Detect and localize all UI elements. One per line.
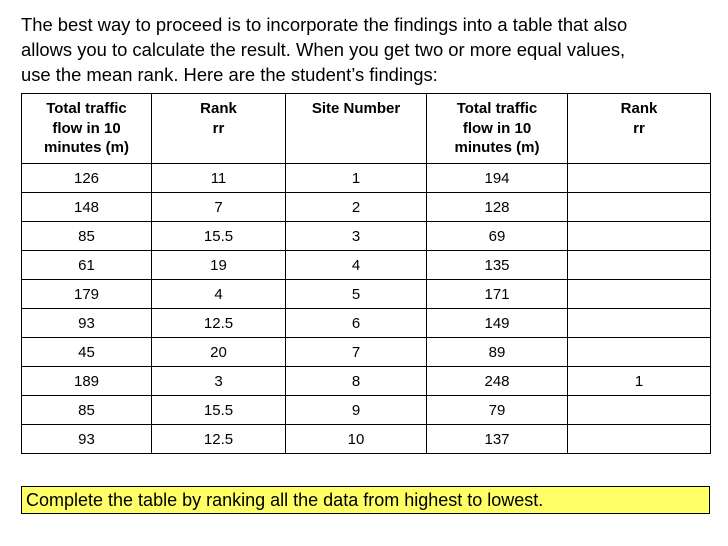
cell-rank-b [568, 425, 711, 454]
cell-traffic-b: 149 [427, 309, 568, 338]
cell-traffic-a: 93 [22, 309, 152, 338]
table-row [22, 367, 711, 396]
header-rank-a: Rank rr [152, 94, 286, 164]
cell-site: 8 [286, 367, 427, 396]
cell-traffic-b: 248 [427, 367, 568, 396]
intro-line-1: The best way to proceed is to incorporate the findings into a table that also [21, 14, 628, 35]
cell-traffic-a: 85 [22, 396, 152, 425]
cell-rank-a: 7 [152, 193, 286, 222]
cell-rank-a: 19 [152, 251, 286, 280]
table-row [22, 425, 711, 454]
cell-rank-b [568, 164, 711, 193]
table-row [22, 309, 711, 338]
cell-rank-b [568, 280, 711, 309]
header-site-number: Site Number [286, 94, 427, 164]
table-row [22, 396, 711, 425]
cell-rank-a: 20 [152, 338, 286, 367]
table-row [22, 280, 711, 309]
table-row [22, 251, 711, 280]
cell-traffic-a: 61 [22, 251, 152, 280]
cell-traffic-b: 137 [427, 425, 568, 454]
cell-traffic-b: 79 [427, 396, 568, 425]
cell-traffic-a: 85 [22, 222, 152, 251]
cell-site: 3 [286, 222, 427, 251]
cell-traffic-b: 135 [427, 251, 568, 280]
table-row [22, 193, 711, 222]
table-row [22, 164, 711, 193]
intro-line-2: allows you to calculate the result. When you get two or more equal values, [21, 39, 626, 60]
intro-line-3: use the mean rank. Here are the student’s findings: [21, 64, 438, 85]
cell-traffic-a: 126 [22, 164, 152, 193]
header-traffic-b: Total traffic flow in 10 minutes (m) [427, 94, 568, 164]
cell-traffic-a: 148 [22, 193, 152, 222]
cell-traffic-a: 189 [22, 367, 152, 396]
cell-traffic-b: 194 [427, 164, 568, 193]
cell-rank-a: 12.5 [152, 425, 286, 454]
cell-rank-b [568, 396, 711, 425]
cell-rank-b [568, 309, 711, 338]
cell-rank-a: 12.5 [152, 309, 286, 338]
cell-rank-b: 1 [568, 367, 711, 396]
instruction-banner [21, 486, 710, 514]
cell-site: 9 [286, 396, 427, 425]
cell-rank-b [568, 338, 711, 367]
cell-site: 2 [286, 193, 427, 222]
table-header-row [22, 94, 711, 164]
cell-site: 7 [286, 338, 427, 367]
cell-traffic-b: 128 [427, 193, 568, 222]
cell-site: 1 [286, 164, 427, 193]
header-traffic-a: Total traffic flow in 10 minutes (m) [22, 94, 152, 164]
cell-rank-a: 4 [152, 280, 286, 309]
cell-site: 10 [286, 425, 427, 454]
cell-rank-a: 11 [152, 164, 286, 193]
instruction-text: Complete the table by ranking all the data from highest to lowest. [26, 490, 544, 510]
cell-rank-a: 15.5 [152, 396, 286, 425]
cell-traffic-b: 89 [427, 338, 568, 367]
table-row [22, 338, 711, 367]
cell-traffic-a: 93 [22, 425, 152, 454]
cell-rank-b [568, 222, 711, 251]
cell-site: 6 [286, 309, 427, 338]
header-rank-b: Rank rr [568, 94, 711, 164]
cell-traffic-b: 69 [427, 222, 568, 251]
cell-rank-a: 15.5 [152, 222, 286, 251]
cell-rank-b [568, 251, 711, 280]
cell-site: 4 [286, 251, 427, 280]
cell-rank-b [568, 193, 711, 222]
cell-rank-a: 3 [152, 367, 286, 396]
cell-traffic-a: 179 [22, 280, 152, 309]
cell-traffic-b: 171 [427, 280, 568, 309]
findings-table [21, 93, 711, 454]
cell-traffic-a: 45 [22, 338, 152, 367]
table-row [22, 222, 711, 251]
intro-paragraph [21, 12, 721, 87]
cell-site: 5 [286, 280, 427, 309]
